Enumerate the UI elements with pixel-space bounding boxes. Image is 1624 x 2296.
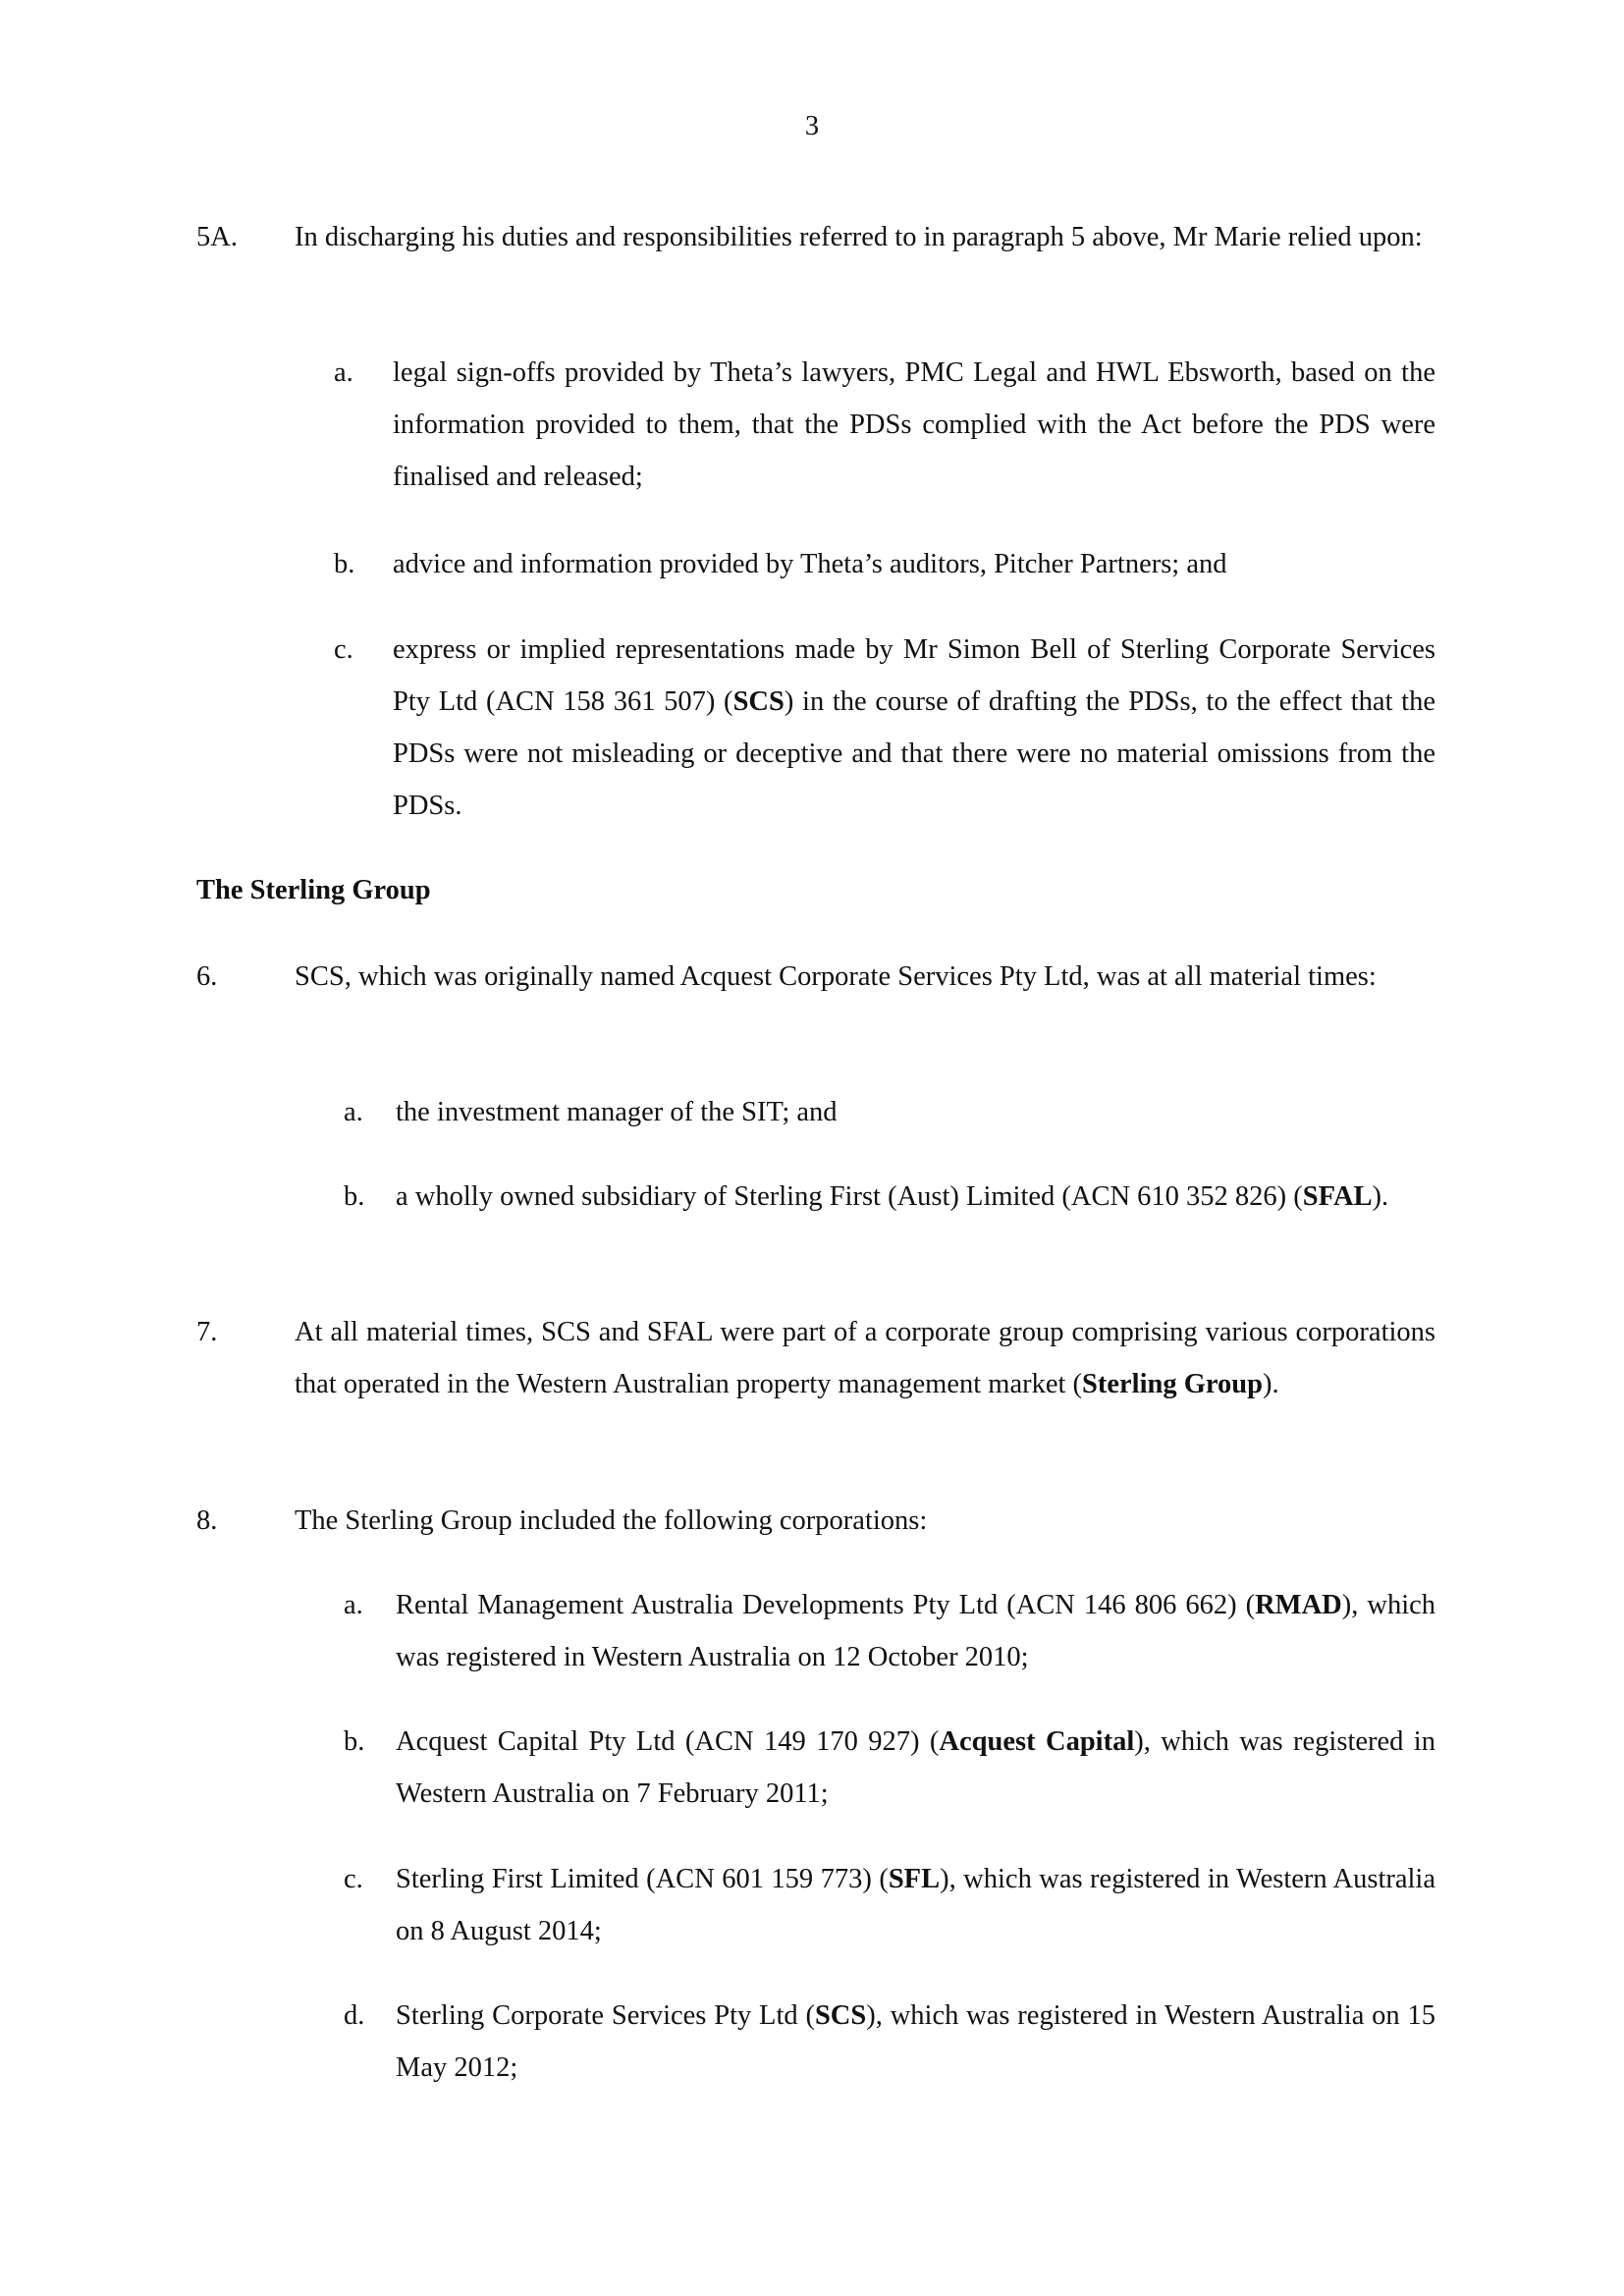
section-heading: The Sterling Group: [196, 875, 431, 905]
item-8-d-letter: d.: [344, 2000, 365, 2031]
item-5a-b-letter: b.: [334, 549, 355, 579]
paragraph-number-6: 6.: [196, 961, 218, 992]
item-5a-b-text: advice and information provided by Theta’s auditors, Pitcher Partners; and: [393, 549, 1227, 579]
item-8-c-letter: c.: [344, 1864, 363, 1894]
item-8-d-text: Sterling Corporate Services Pty Ltd (SCS), which was registered in Western Australia on 15 May 2012;: [396, 2000, 1435, 2083]
paragraph-number-8: 8.: [196, 1505, 218, 1536]
paragraph-5a-text: In discharging his duties and responsibilities referred to in paragraph 5 above, Mr Marie relied upon:: [295, 222, 1423, 252]
item-6-b-text: a wholly owned subsidiary of Sterling First (Aust) Limited (ACN 610 352 826) (SFAL).: [396, 1181, 1389, 1212]
item-8-c-text: Sterling First Limited (ACN 601 159 773) (SFL), which was registered in Western Australia on 8 August 2014;: [396, 1864, 1435, 1946]
item-6-a-text: the investment manager of the SIT; and: [396, 1097, 838, 1127]
item-8-a-text: Rental Management Australia Developments Pty Ltd (ACN 146 806 662) (RMAD), which was registered in Western Australia on 12 October 2010;: [396, 1590, 1436, 1672]
item-5a-c-text: express or implied representations made by Mr Simon Bell of Sterling Corporate Services Pty Ltd (ACN 158 361 507) (SCS) in the course of drafting the PDSs, to the effect that the PDSs were not misleading or deceptive and that there were no material omissions from the PDSs.: [393, 634, 1435, 821]
item-5a-a-text: legal sign-offs provided by Theta’s lawyers, PMC Legal and HWL Ebsworth, based on the information provided to them, that the PDSs complied with the Act before the PDS were finalised and released;: [393, 357, 1435, 492]
page-number: 3: [804, 111, 820, 141]
paragraph-7-text: At all material times, SCS and SFAL were part of a corporate group comprising various corporations that operated in the Western Australian property management market (Sterling Group).: [295, 1317, 1435, 1399]
paragraph-6-text: SCS, which was originally named Acquest Corporate Services Pty Ltd, was at all material times:: [295, 961, 1377, 992]
item-8-a-letter: a.: [344, 1590, 363, 1620]
item-6-b-letter: b.: [344, 1181, 365, 1212]
item-5a-a-letter: a.: [334, 357, 353, 388]
item-8-b-text: Acquest Capital Pty Ltd (ACN 149 170 927) (Acquest Capital), which was registered in Western Australia on 7 February 2011;: [396, 1726, 1435, 1809]
paragraph-number-5a: 5A.: [196, 222, 238, 252]
item-6-a-letter: a.: [344, 1097, 363, 1127]
item-8-b-letter: b.: [344, 1726, 365, 1757]
paragraph-number-7: 7.: [196, 1317, 218, 1347]
item-5a-c-letter: c.: [334, 634, 353, 665]
paragraph-8-text: The Sterling Group included the following corporations:: [295, 1505, 928, 1536]
